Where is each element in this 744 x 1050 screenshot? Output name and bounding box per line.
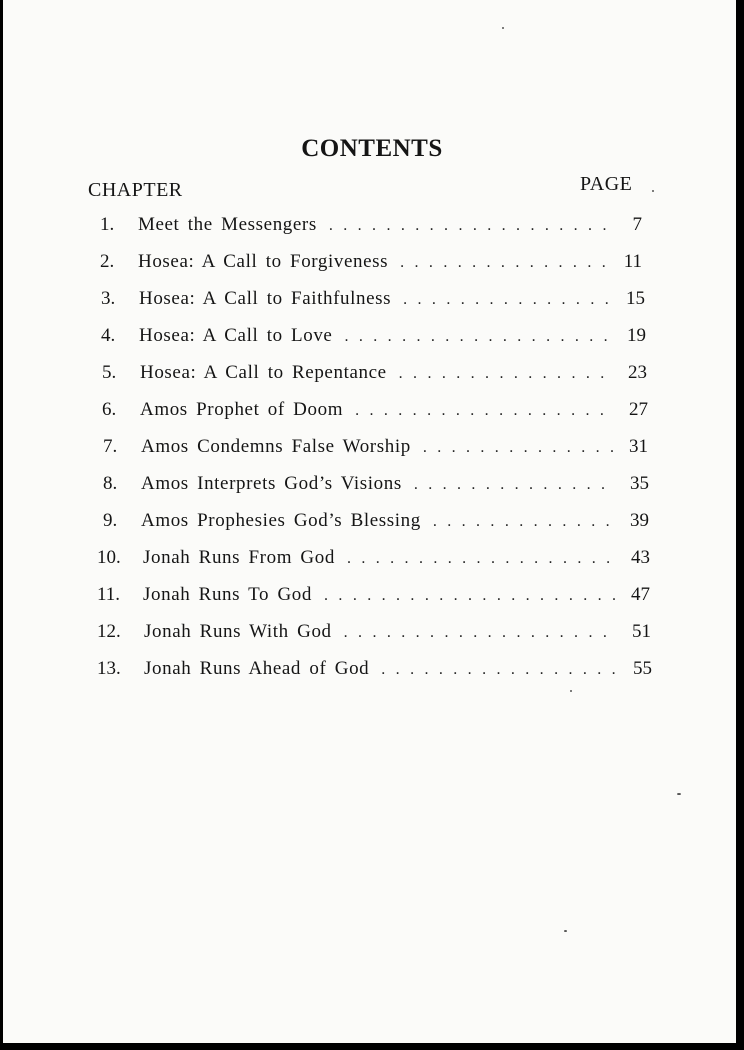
chapter-title: Hosea: A Call to Faithfulness	[139, 288, 392, 309]
scan-speck	[677, 793, 681, 795]
dot-leader	[433, 513, 615, 531]
chapter-title: Jonah Runs From God	[143, 547, 335, 568]
chapter-title: Amos Prophesies God’s Blessing	[141, 510, 421, 531]
page-number: 39	[630, 510, 649, 531]
page-number: 19	[627, 325, 646, 346]
toc-entry	[101, 288, 645, 316]
chapter-title: Hosea: A Call to Repentance	[140, 362, 387, 383]
toc-entry	[97, 658, 652, 686]
chapter-title: Amos Interprets God’s Visions	[141, 473, 402, 494]
scan-speck	[564, 930, 567, 932]
chapter-number: 12.	[97, 621, 121, 642]
scan-speck	[652, 190, 654, 192]
toc-entry	[103, 436, 648, 464]
chapter-title: Hosea: A Call to Love	[139, 325, 333, 346]
chapter-title: Jonah Runs Ahead of God	[144, 658, 370, 679]
toc-entry	[100, 214, 642, 242]
dot-leader	[347, 550, 616, 568]
page-column-header: PAGE	[580, 173, 633, 195]
chapter-number: 7.	[103, 436, 118, 457]
page-number: 47	[631, 584, 650, 605]
page-number: 27	[629, 399, 648, 420]
dot-leader	[399, 365, 613, 383]
chapter-number: 5.	[102, 362, 117, 383]
chapter-number: 3.	[101, 288, 116, 309]
page-number: 43	[631, 547, 650, 568]
chapter-number: 9.	[103, 510, 118, 531]
page-number: 51	[632, 621, 651, 642]
page-number: 7	[632, 214, 642, 235]
page-number: 35	[630, 473, 649, 494]
page-number: 15	[626, 288, 645, 309]
scan-speck	[502, 27, 504, 29]
toc-entry	[100, 251, 642, 279]
dot-leader	[400, 254, 608, 272]
dot-leader	[403, 291, 611, 309]
chapter-number: 11.	[97, 584, 121, 605]
toc-entry	[103, 473, 649, 501]
page-title: CONTENTS	[301, 135, 443, 162]
chapter-number: 10.	[97, 547, 121, 568]
toc-entry	[97, 621, 651, 649]
page-number: 31	[629, 436, 648, 457]
toc-entry	[103, 510, 649, 538]
chapter-number: 8.	[103, 473, 118, 494]
chapter-title: Jonah Runs With God	[144, 621, 332, 642]
chapter-title: Jonah Runs To God	[143, 584, 313, 605]
toc-entry	[97, 547, 650, 575]
toc-entry	[102, 399, 648, 427]
chapter-number: 13.	[97, 658, 121, 679]
toc-entry	[102, 362, 647, 390]
page-number: 55	[633, 658, 652, 679]
dot-leader	[423, 439, 614, 457]
chapter-title: Amos Condemns False Worship	[141, 436, 411, 457]
toc-entry	[97, 584, 650, 612]
dot-leader	[344, 328, 612, 346]
chapter-number: 4.	[101, 325, 116, 346]
dot-leader	[355, 402, 614, 420]
chapter-number: 1.	[100, 214, 115, 235]
dot-leader	[344, 624, 617, 642]
dot-leader	[329, 217, 608, 235]
chapter-number: 2.	[100, 251, 115, 272]
chapter-title: Amos Prophet of Doom	[140, 399, 344, 420]
dot-leader	[324, 587, 616, 605]
page-number: 23	[628, 362, 647, 383]
chapter-number: 6.	[102, 399, 117, 420]
chapter-title: Hosea: A Call to Forgiveness	[138, 251, 389, 272]
toc-entry	[101, 325, 646, 353]
scan-speck	[570, 690, 572, 692]
dot-leader	[381, 661, 618, 679]
chapter-title: Meet the Messengers	[138, 214, 317, 235]
page-number: 11	[623, 251, 642, 272]
chapter-column-header: CHAPTER	[88, 179, 183, 201]
dot-leader	[414, 476, 615, 494]
